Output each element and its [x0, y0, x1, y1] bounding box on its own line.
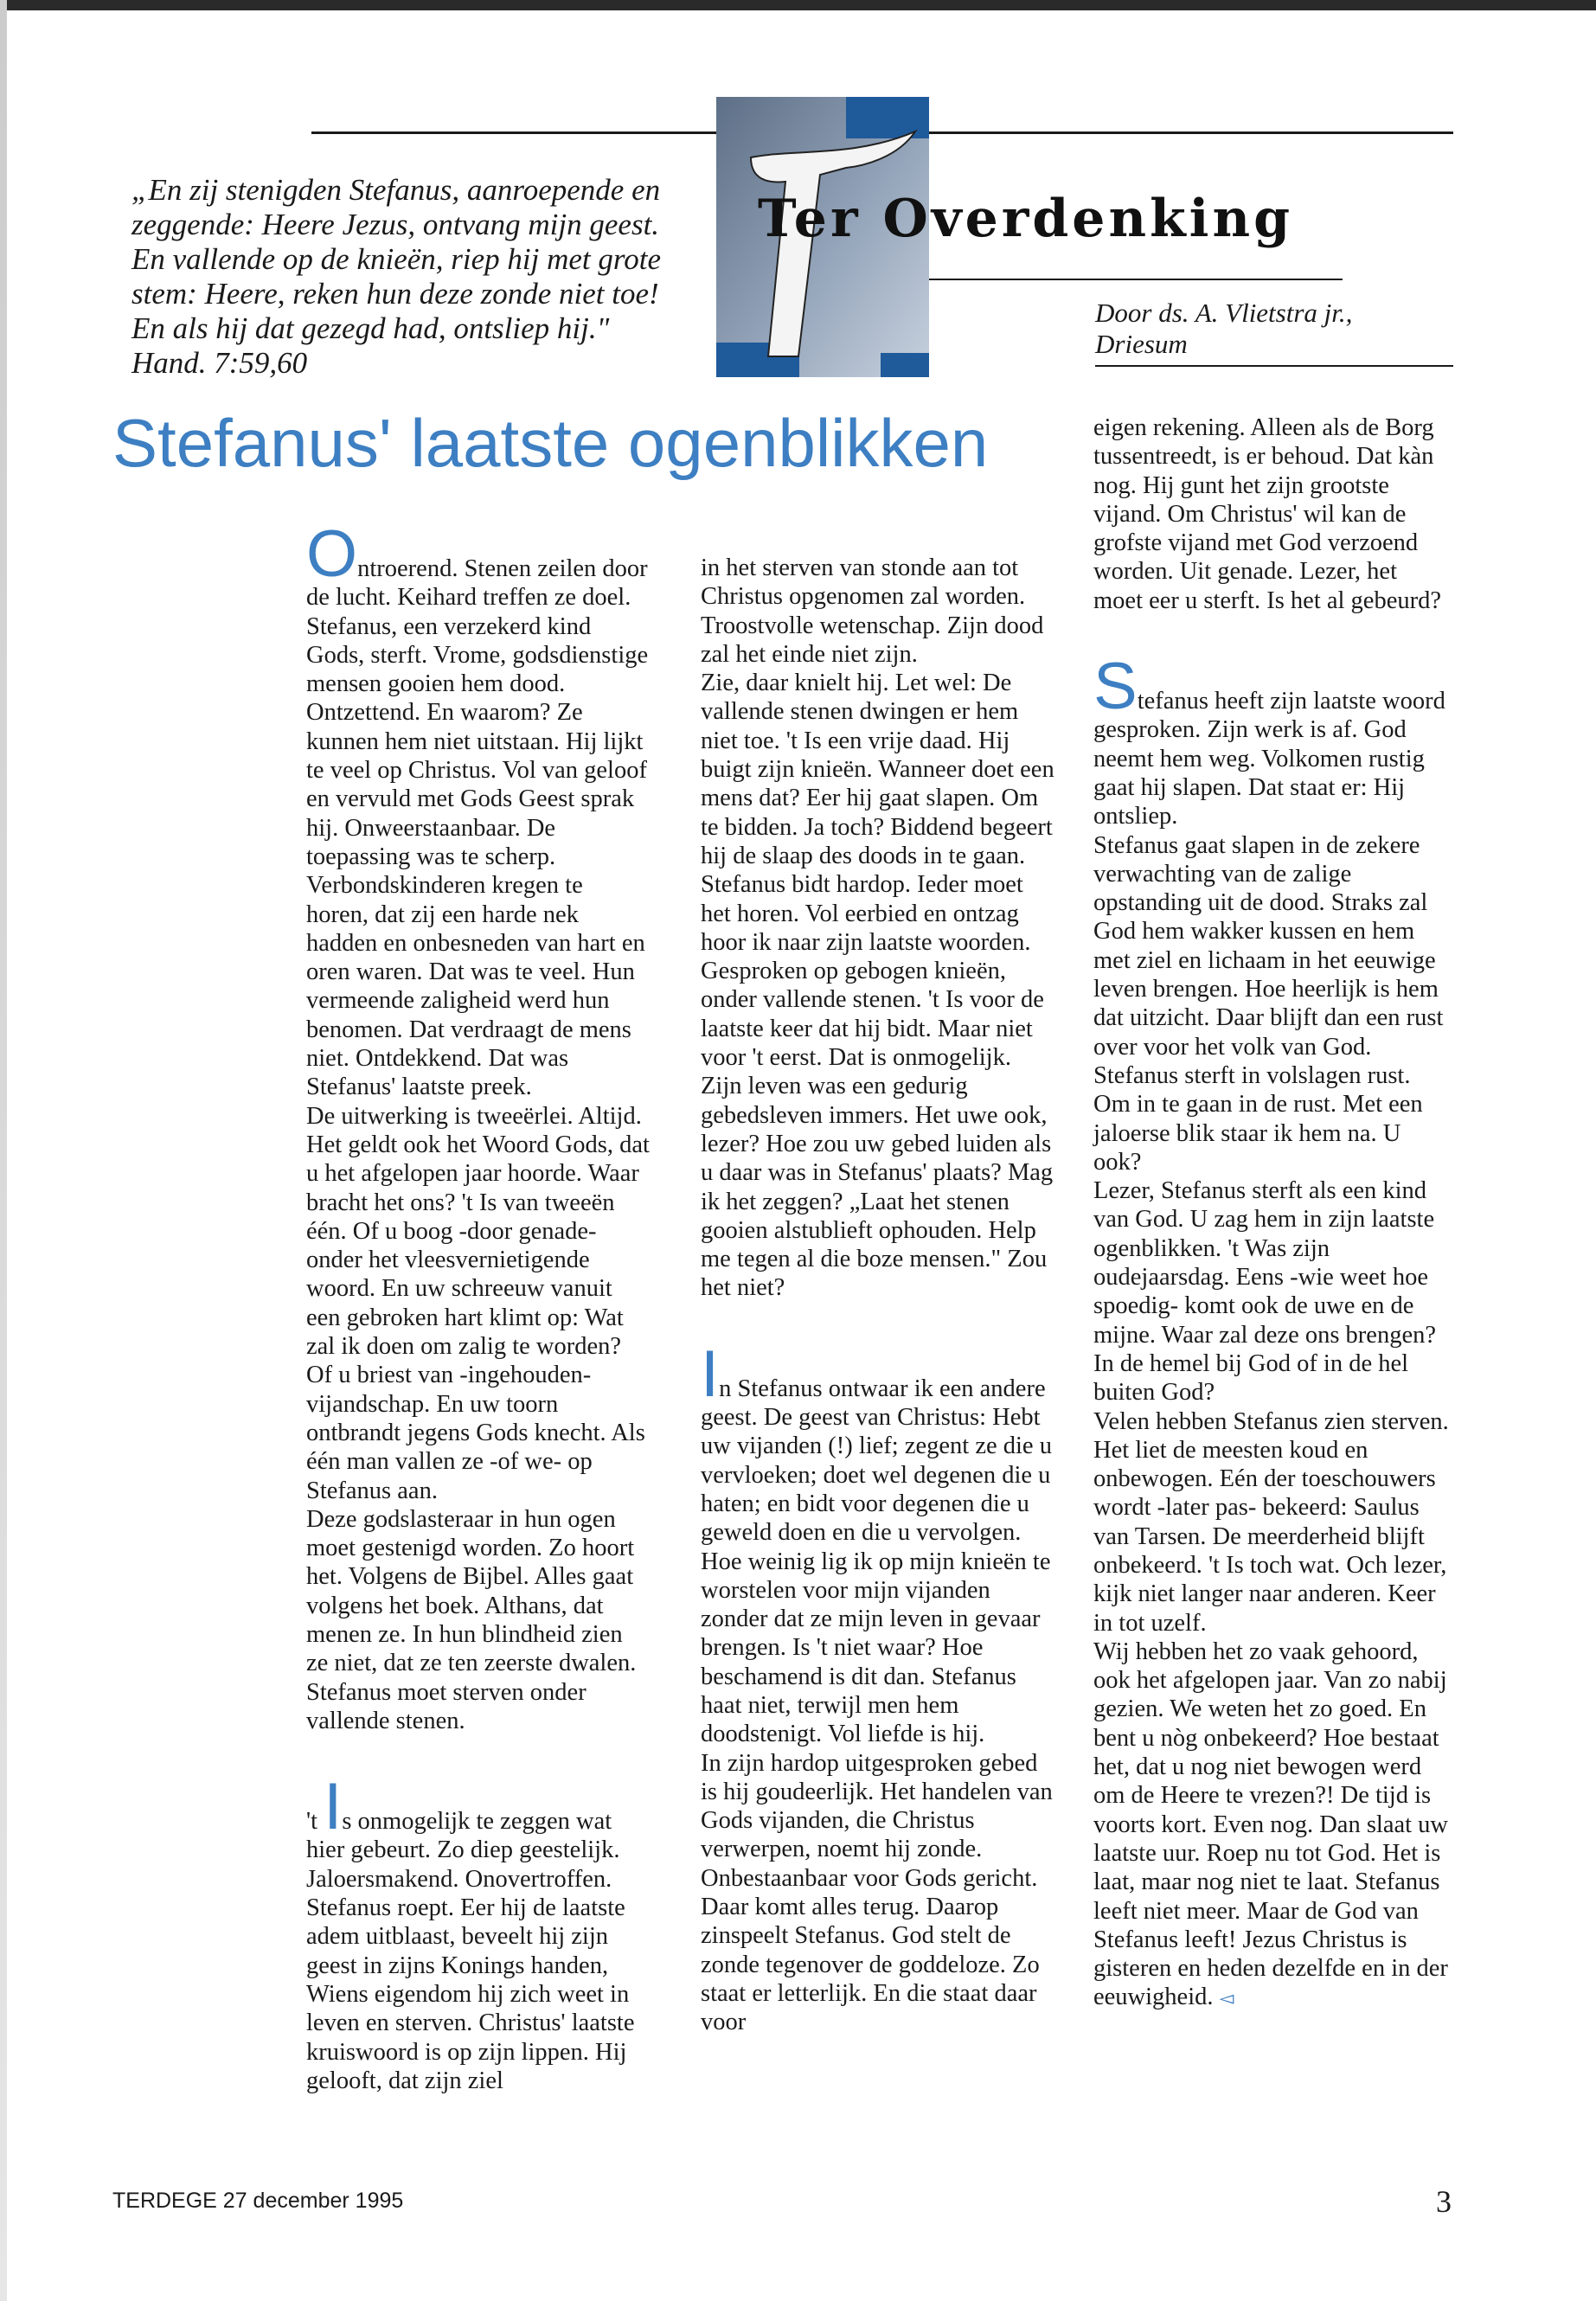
header-rule-right	[927, 131, 1453, 134]
article-column-1	[306, 517, 651, 2095]
byline-rule	[1095, 365, 1453, 367]
title-underline	[927, 279, 1343, 280]
paragraph-text: s onmogelijk te zeggen wat hier gebeurt. Zo diep geestelijk. Jaloersmakend. Onovertroffen. Stefanus roept. Eer hij de laatste adem uitblaast, beveelt hij zijn geest in zijns Konings handen, Wiens eigendom hij zich weet in leven en sterven. Christus' laatste kruiswoord is op zijn lippen. Hij gelooft, dat zijn ziel	[306, 1808, 635, 2094]
article-column-3	[1093, 413, 1450, 2013]
paragraph	[306, 517, 651, 1102]
paragraph: In zijn hardop uitgesproken gebed is hij goudeerlijk. Het handelen van Gods vijanden, die Christus verwerpen, noemt hij zonde. Onbestaanbaar voor Gods gericht. Daar komt alles terug. Daarop zinspeelt Stefanus. God stelt de zonde tegenover de goddeloze. Zo staat er letterlijk. En die staat daar voor	[701, 1749, 1053, 2036]
paragraph	[1093, 650, 1450, 830]
drop-cap: O	[306, 517, 358, 591]
paragraph: Stefanus gaat slapen in de zekere verwachting van de zalige opstanding uit de dood. Straks zal God hem wakker kussen en hem met ziel en lichaam in het eeuwige leven brengen. Hoe heerlijk is hem dat uitzicht. Daar blijft dan een rust over voor het volk van God. Stefanus sterft in volslagen rust. Om in te gaan in de rust. Met een jaloerse blik staar ik hem na. U ook?	[1093, 831, 1444, 1176]
paragraph: eigen rekening. Alleen als de Borg tussentreedt, is er behoud. Dat kàn nog. Hij gunt het zijn grootste vijand. Om Christus' wil kan de grofste vijand met God verzoend worden. Uit genade. Lezer, het moet eer u sterft. Is het al gebeurd?	[1093, 414, 1441, 614]
drop-cap: S	[1093, 650, 1138, 724]
paragraph-text: ntroerend. Stenen zeilen door de lucht. Keihard treffen ze doel. Stefanus, een verzekerd kind Gods, sterft. Vrome, godsdienstige mensen gooien hem dood. Ontzettend. En waarom? Ze kunnen hem niet uitstaan. Hij lijkt te veel op Christus. Vol van geloof en vervuld met Gods Geest sprak hij. Onweerstaanbaar. De toepassing was te scherp. Verbondskinderen kregen te horen, dat zij een harde nek hadden en onbesneden van hart en oren waren. Dat was te veel. Hun vermeende zaligheid werd hun benomen. Dat verdraagt de mens niet. Ontdekkend. Dat was Stefanus' laatste preek.	[306, 555, 649, 1101]
scan-top-edge	[0, 0, 1596, 10]
logo-corner-block-top	[846, 97, 929, 138]
logo-corner-block-br	[881, 353, 929, 377]
paragraph	[1093, 1638, 1450, 2013]
byline-place: Driesum	[1095, 329, 1188, 359]
paragraph: Velen hebben Stefanus zien sterven. Het liet de meesten koud en onbewogen. Eén der toeschouwers wordt -later pas- bekeerd: Saulus van Tarsen. De meerderheid blijft onbekeerd. 't Is toch wat. Och lezer, kijk niet langer naar anderen. Keer in tot uzelf.	[1093, 1407, 1449, 1637]
paragraph: in het sterven van stonde aan tot Christus opgenomen zal worden. Troostvolle wetenschap. Zijn dood zal het einde niet zijn.	[701, 554, 1044, 668]
paragraph: Zie, daar knielt hij. Let wel: De vallende stenen dwingen er hem niet toe. 't Is een vrije daad. Hij buigt zijn knieën. Wanneer doet een mens dat? Eer hij gaat slapen. Om te bidden. Ja toch? Biddend begeert hij de slaap des doods in te gaan. Stefanus bidt hardop. Ieder moet het horen. Vol eerbied en ontzag hoor ik naar zijn laatste woorden. Gesproken op gebogen knieën, onder vallende stenen. 't Is voor de laatste keer dat hij bidt. Maar niet voor 't eerst. Dat is onmogelijk. Zijn leven was een gedurig gebedsleven immers. Het uwe ook, lezer? Hoe zou uw gebed luiden als u daar was in Stefanus' plaats? Mag ik het zeggen? „Laat het stenen gooien alstublieft ophouden. Help me tegen al die boze mensen." Zou het niet?	[701, 670, 1054, 1302]
series-title: Ter Overdenking	[758, 189, 1294, 249]
paragraph-text: tefanus heeft zijn laatste woord gesproken. Zijn werk is af. God neemt hem weg. Volkomen rustig gaat hij slapen. Dat staat er: Hij ontsliep.	[1093, 688, 1445, 830]
paragraph-text: n Stefanus ontwaar ik een andere geest. De geest van Christus: Hebt uw vijanden (!) lief; zegent ze die u vervloeken; doet wel degenen die u haten; en bidt voor degenen die u geweld doen en die u vervolgen. Hoe weinig lig ik op mijn knieën te worstelen voor mijn vijanden zonder dat ze mijn leven in gevaar brengen. Is 't niet waar? Hoe beschamend is dit dan. Stefanus haat niet, terwijl men hem doodstenigt. Vol liefde is hij.	[701, 1375, 1052, 1748]
footer-publication: TERDEGE 27 december 1995	[112, 2189, 404, 2213]
article-column-2	[701, 554, 1055, 2037]
paragraph	[701, 1336, 1055, 1749]
bible-motto: „En zij stenigden Stefanus, aanroepende en zeggende: Heere Jezus, ontvang mijn geest. En vallende op de knieën, riep hij met grote stem: Heere, reken hun deze zonde niet toe! En als hij dat gezegd had, ontsliep hij." Hand. 7:59,60	[131, 173, 661, 380]
byline	[1095, 298, 1458, 360]
page-number: 3	[1436, 2184, 1452, 2219]
drop-cap: I	[324, 1770, 343, 1844]
drop-cap: I	[701, 1336, 720, 1411]
paragraph: Deze godslasteraar in hun ogen moet gestenigd worden. Zo hoort het. Volgens de Bijbel. Alles gaat volgens het boek. Althans, dat menen ze. In hun blindheid zien ze niet, dat ze ten zeerste dwalen. Stefanus moet sterven onder vallende stenen.	[306, 1505, 637, 1734]
byline-author: Door ds. A. Vlietstra jr.,	[1095, 298, 1353, 328]
paragraph	[306, 1770, 651, 2095]
paragraph-prefix: 't	[306, 1808, 324, 1836]
paragraph: Lezer, Stefanus sterft als een kind van God. U zag hem in zijn laatste ogenblikken. 't Was zijn oudejaarsdag. Eens -wie weet hoe spoedig- komt ook de uwe en de mijne. Waar zal deze ons brengen? In de hemel bij God of in de hel buiten God?	[1093, 1177, 1436, 1407]
article-headline: Stefanus' laatste ogenblikken	[112, 405, 989, 481]
paragraph: De uitwerking is tweeërlei. Altijd. Het geldt ook het Woord Gods, dat u het afgelopen jaar hoorde. Waar bracht het ons? 't Is van tweeën één. Of u boog -door genade- onder het vleesvernietigende woord. En uw schreeuw vanuit een gebroken hart klimt op: Wat zal ik doen om zalig te worden? Of u briest van -ingehouden- vijandschap. En uw toorn ontbrandt jegens Gods knecht. Als één man vallen ze -of we- op Stefanus aan.	[306, 1102, 650, 1504]
header-rule-left	[311, 131, 723, 134]
paragraph-text: Wij hebben het zo vaak gehoord, ook het afgelopen jaar. Van zo nabij gezien. We weten het zo goed. En bent u nòg onbekeerd? Hoe bestaat het, dat u nog niet bewogen werd om de Heere te vrezen?! De tijd is voorts kort. Even nog. Dan slaat uw laatste uur. Roep nu tot God. Het is laat, maar nog niet te laat. Stefanus leeft niet meer. Maar de God van Stefanus leeft! Jezus Christus is gisteren en heden dezelfde en in der eeuwigheid.	[1093, 1638, 1449, 2011]
end-of-article-icon: ◅	[1219, 1987, 1234, 2009]
scan-left-edge	[0, 0, 7, 2301]
